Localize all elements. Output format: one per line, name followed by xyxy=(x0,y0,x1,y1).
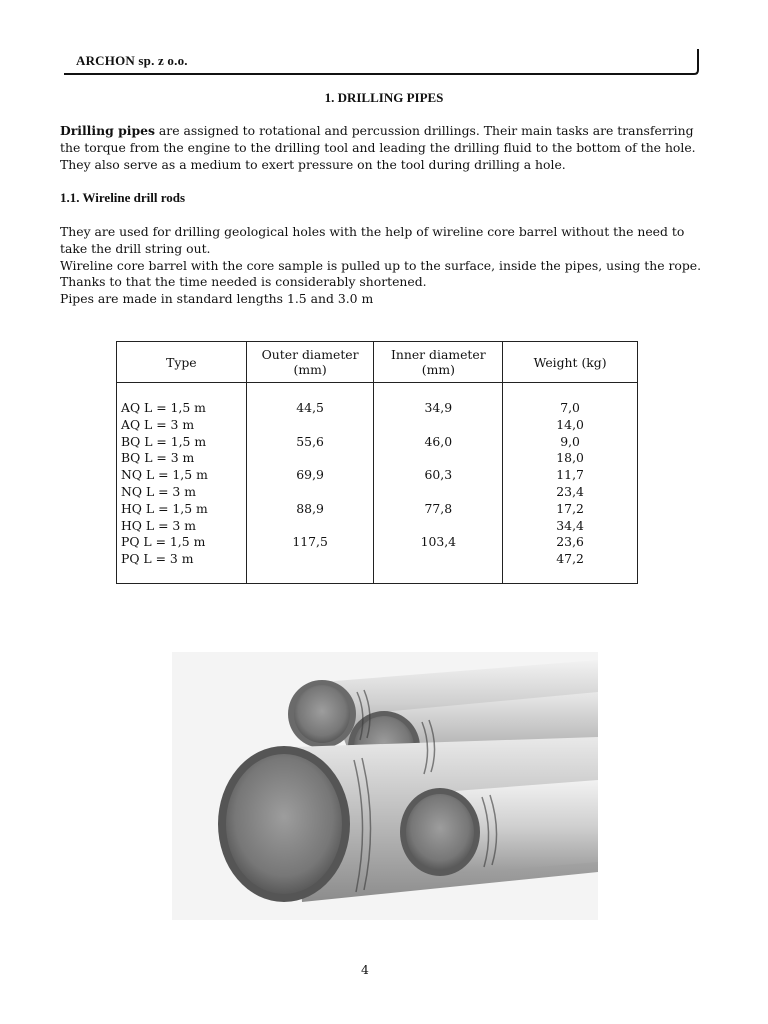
table-cell: 34,4 xyxy=(556,517,584,533)
table-cell xyxy=(374,518,502,535)
table-cell: 69,9 xyxy=(296,467,324,483)
page-number: 4 xyxy=(361,962,369,977)
table-cell: 47,2 xyxy=(556,551,584,567)
table-cell xyxy=(374,417,502,434)
table-cell: 117,5 xyxy=(292,534,328,550)
table-cell: 55,6 xyxy=(296,433,324,449)
wireline-line: They are used for drilling geological holes with the help of wireline core barrel without the need to take the drill string out. xyxy=(60,224,685,256)
wireline-line: Thanks to that the time needed is considerably shortened. xyxy=(60,274,427,290)
wireline-paragraph xyxy=(60,224,710,308)
table-cell xyxy=(247,417,374,434)
table-cell: 23,6 xyxy=(556,534,584,550)
table-cell: 14,0 xyxy=(556,416,584,432)
table-cell xyxy=(247,450,374,467)
subsection-title: 1.1. Wireline drill rods xyxy=(60,190,186,205)
section-title: 1. DRILLING PIPES xyxy=(324,90,444,105)
table-cell: BQ L = 1,5 m xyxy=(121,433,207,449)
table-cell: 11,7 xyxy=(556,467,584,483)
table-header-row xyxy=(117,342,638,383)
table-cell: 88,9 xyxy=(296,500,324,516)
table-body-row xyxy=(117,383,638,584)
table-cell: PQ L = 1,5 m xyxy=(121,534,206,550)
table-cell xyxy=(247,484,374,501)
header-weight: Weight (kg) xyxy=(503,342,638,383)
table-cell: 46,0 xyxy=(424,433,453,449)
table-cell: HQ L = 3 m xyxy=(121,517,196,533)
table-cell: 60,3 xyxy=(424,467,453,483)
outer-diameter-column xyxy=(246,383,374,584)
table-cell: AQ L = 1,5 m xyxy=(121,400,206,415)
intro-term: Drilling pipes xyxy=(60,123,155,138)
header-inner-diameter: Inner diameter (mm) xyxy=(374,342,503,383)
intro-paragraph xyxy=(60,123,710,173)
table-cell xyxy=(247,518,374,535)
table-cell: 103,4 xyxy=(420,534,457,550)
drill-rods-table xyxy=(116,341,638,584)
header-type: Type xyxy=(117,342,247,383)
table-cell: NQ L = 3 m xyxy=(121,483,196,499)
table-cell: 44,5 xyxy=(296,400,324,415)
wireline-line: Wireline core barrel with the core sample is pulled up to the surface, inside the pipes, using the rope. xyxy=(60,257,702,273)
table-cell: HQ L = 1,5 m xyxy=(121,500,208,516)
header-outer-diameter: Outer diameter (mm) xyxy=(246,342,374,383)
table-cell: BQ L = 3 m xyxy=(121,450,195,466)
table-cell: NQ L = 1,5 m xyxy=(121,467,208,483)
table-cell xyxy=(374,484,502,501)
table-cell xyxy=(247,551,374,568)
table-cell: 34,9 xyxy=(424,400,453,415)
wireline-line: Pipes are made in standard lengths 1.5 and 3.0 m xyxy=(60,291,374,307)
type-column xyxy=(117,383,247,584)
table-cell: PQ L = 3 m xyxy=(121,551,194,567)
intro-text: are assigned to rotational and percussion drillings. Their main tasks are transferring the torque from the engine to the drilling tool and leading the drilling fluid to the bottom of the hole. They also serve as a medium to exert pressure on the tool during drilling a hole. xyxy=(60,123,696,172)
table-cell: 77,8 xyxy=(424,500,453,516)
inner-diameter-column xyxy=(374,383,503,584)
company-name: ARCHON sp. z o.o. xyxy=(76,53,188,68)
table-cell xyxy=(374,551,502,568)
table-cell: 7,0 xyxy=(560,400,580,415)
drill-pipes-photo xyxy=(172,652,598,920)
weight-column xyxy=(503,383,638,584)
table-cell xyxy=(374,450,502,467)
page-header xyxy=(62,47,698,74)
table-cell: AQ L = 3 m xyxy=(121,416,195,432)
table-cell: 18,0 xyxy=(556,450,584,466)
table-cell: 17,2 xyxy=(556,500,584,516)
table-cell: 23,4 xyxy=(556,483,584,499)
table-cell: 9,0 xyxy=(560,433,580,449)
